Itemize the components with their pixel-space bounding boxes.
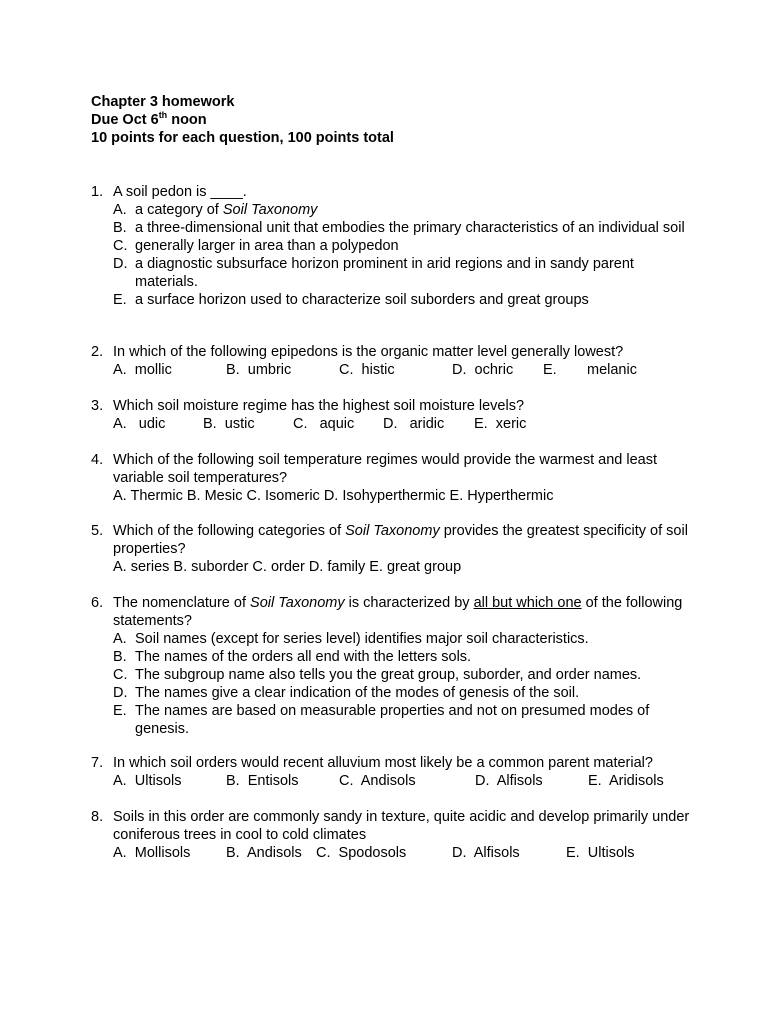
question-3 [91,397,691,433]
option-c: C. histic [339,362,395,378]
options-row [113,415,691,433]
question-number: 6. [91,595,104,611]
header [91,93,394,147]
option-e: E. xeric [474,416,527,432]
option-c: C. Spodosols [316,845,407,861]
chapter-title: Chapter 3 homework [91,94,235,110]
question-number: 1. [91,184,104,200]
question-7 [91,754,691,790]
option-e: E. Aridisols [588,773,664,789]
option-letter: E. [113,292,127,308]
question-1 [91,183,691,309]
option-text: The names give a clear indication of the modes of genesis of the soil. [135,685,580,701]
question-number: 3. [91,398,104,414]
option-e [113,291,691,309]
option-a [113,630,691,648]
points-info: 10 points for each question, 100 points total [91,130,394,146]
option-c [113,666,691,684]
option-d [113,684,691,702]
question-number: 7. [91,755,104,771]
due-date-time: noon [167,112,207,128]
option-b [113,648,691,666]
option-text: Soil names (except for series level) identifies major soil characteristics. [135,631,589,647]
option-a: A. Mollisols [113,845,191,861]
option-text: The names are based on measurable properties and not on presumed modes of genesis. [135,703,650,737]
option-letter: D. [113,256,128,272]
option-letter: A. [113,631,127,647]
question-italic: Soil Taxonomy [345,523,440,539]
option-a [113,201,691,219]
question-8 [91,808,691,862]
question-text-start: The nomenclature of [113,595,251,611]
question-text-start: Which of the following categories of [113,523,346,539]
options-row: A. Thermic B. Mesic C. Isomeric D. Isohyperthermic E. Hyperthermic [113,488,554,504]
option-c: C. aquic [293,416,355,432]
option-e: melanic [587,362,637,378]
option-a: A. udic [113,416,166,432]
question-6 [91,594,691,738]
option-d: D. Alfisols [475,773,543,789]
option-italic: Soil Taxonomy [222,202,318,218]
option-letter: A. [113,202,127,218]
options-row [113,844,691,862]
option-letter: B. [113,220,127,236]
question-italic: Soil Taxonomy [250,595,345,611]
option-text: a three-dimensional unit that embodies the primary characteristics of an individual soil [135,220,685,236]
question-number: 5. [91,523,104,539]
option-text: The names of the orders all end with the letters sols. [135,649,472,665]
due-date [91,111,394,129]
option-b: B. Entisols [226,773,299,789]
question-underline: all but which one [473,595,582,611]
question-5 [91,522,691,576]
option-c [113,237,691,255]
question-text-mid: is characterized by [344,595,474,611]
due-date-text: Due Oct 6 [91,112,159,128]
option-text: a category of [135,202,223,218]
option-text: a diagnostic subsurface horizon prominent in arid regions and in sandy parent materials. [135,256,634,290]
option-a: A. mollic [113,362,172,378]
option-text: The subgroup name also tells you the great group, suborder, and order names. [135,667,642,683]
option-b: B. ustic [203,416,255,432]
question-text: Which soil moisture regime has the highest soil moisture levels? [113,398,525,414]
option-e [113,702,691,738]
question-number: 8. [91,809,104,825]
question-text: Which of the following soil temperature regimes would provide the warmest and least variable soil temperatures? [113,452,658,486]
option-c: C. Andisols [339,773,416,789]
options-row [113,772,691,790]
question-4 [91,451,691,505]
option-b [113,219,691,237]
question-text-end: provides the greatest specificity of soil properties? [113,523,688,557]
option-letter: D. [113,685,128,701]
option-letter: B. [113,649,127,665]
question-text [113,522,691,558]
option-text: generally larger in area than a polypedon [135,238,399,254]
option-b: B. umbric [226,362,292,378]
option-d: D. ochric [452,362,514,378]
option-d: D. Alfisols [452,845,520,861]
option-b: B. Andisols [226,845,302,861]
question-text: In which of the following epipedons is the organic matter level generally lowest? [113,344,624,360]
option-a: A. Ultisols [113,773,182,789]
options-row: A. series B. suborder C. order D. family E. great group [113,559,462,575]
due-date-sup: th [158,110,168,121]
question-text-end: of the following statements? [113,595,683,629]
option-d [113,255,691,291]
options-row [113,361,691,379]
question-number: 4. [91,452,104,468]
option-letter: C. [113,667,128,683]
option-d: D. aridic [383,416,445,432]
option-text: a surface horizon used to characterize soil suborders and great groups [135,292,589,308]
option-e-letter: E. [543,362,557,378]
question-2 [91,343,691,379]
question-text: In which soil orders would recent alluvium most likely be a common parent material? [113,755,653,771]
question-text: Soils in this order are commonly sandy in texture, quite acidic and develop primarily under coniferous trees in cool to cold climates [113,809,690,843]
question-text [113,594,691,630]
option-letter: E. [113,703,127,719]
option-letter: C. [113,238,128,254]
question-number: 2. [91,344,104,360]
question-text: A soil pedon is ____. [113,184,247,200]
option-e: E. Ultisols [566,845,635,861]
